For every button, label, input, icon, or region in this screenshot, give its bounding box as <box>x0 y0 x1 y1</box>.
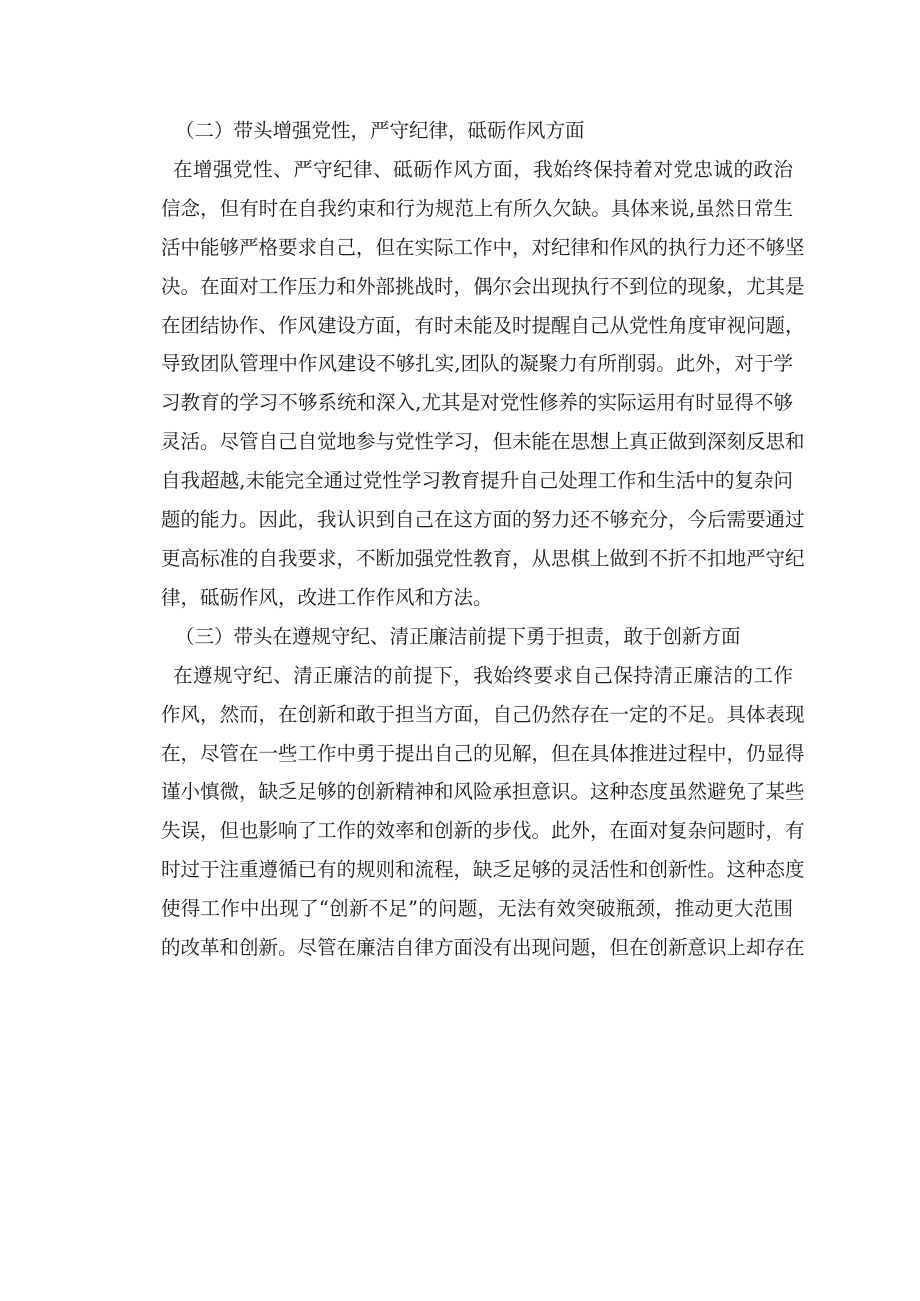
text-line: 导致团队管理中作风建设不够扎实,团队的凝聚力有所削弱。此外，对于学 <box>161 352 793 376</box>
text-line: 题的能力。因此，我认识到自己在这方面的努力还不够充分，今后需要通过 <box>161 508 805 532</box>
text-line: 在遵规守纪、清正廉洁的前提下，我始终要求自己保持清正廉洁的工作 <box>173 663 793 687</box>
section-2-paragraph <box>161 151 805 618</box>
text-line: 在，尽管在一些工作中勇于提出自己的见解，但在具体推进过程中，仍显得 <box>161 741 805 765</box>
text-line: 谨小慎微，缺乏足够的创新精神和风险承担意识。这种态度虽然避免了某些 <box>161 780 805 804</box>
text-line: 作风，然而，在创新和敢于担当方面，自己仍然存在一定的不足。具体表现 <box>161 702 805 726</box>
section-heading-3: （三）带头在遵规守纪、清正廉洁前提下勇于担责，敢于创新方面 <box>175 624 741 648</box>
text-line: 信念，但有时在自我约束和行为规范上有所久欠缺。具体来说,虽然日常生 <box>161 196 793 220</box>
text-line: 习教育的学习不够系统和深入,尤其是对党性修养的实际运用有时显得不够 <box>161 391 793 415</box>
text-line: 活中能够严格要求自己，但在实际工作中，对纪律和作风的执行力还不够坚 <box>161 235 805 259</box>
text-line: 灵活。尽管自己自觉地参与党性学习，但未能在思想上真正做到深刻反思和 <box>161 430 805 454</box>
document-body <box>161 112 805 968</box>
text-line: 在增强党性、严守纪律、砥砺作风方面，我始终保持着对党忠诚的政治 <box>173 157 793 181</box>
section-heading-2: （二）带头增强党性，严守纪律，砥砺作风方面 <box>175 119 585 142</box>
section-3-paragraph <box>161 657 805 968</box>
text-line: 使得工作中出现了“创新不足”的问题，无法有效突破瓶颈，推动更大范围 <box>161 897 793 921</box>
text-line: 在团结协作、作风建设方面，有时未能及时提醒自己从党性角度审视问题， <box>161 313 805 337</box>
text-line: 自我超越,未能完全通过党性学习教育提升自己处理工作和生活中的复杂问 <box>161 469 793 493</box>
text-line: 时过于注重遵循已有的规则和流程，缺乏足够的灵活性和创新性。这种态度 <box>161 858 805 882</box>
text-line: 更高标准的自我要求，不断加强党性教育，从思棋上做到不折不扣地严守纪 <box>161 546 805 570</box>
text-line: 的改革和创新。尽管在廉洁自律方面没有出现问题，但在创新意识上却存在 <box>161 936 805 960</box>
text-line: 决。在面对工作压力和外部挑战时，偶尔会出现执行不到位的现象，尤其是 <box>161 274 805 298</box>
text-line: 失误，但也影响了工作的效率和创新的步伐。此外，在面对复杂问题时，有 <box>161 819 805 843</box>
text-line: 律，砥砺作风，改进工作作风和方法。 <box>161 585 493 609</box>
